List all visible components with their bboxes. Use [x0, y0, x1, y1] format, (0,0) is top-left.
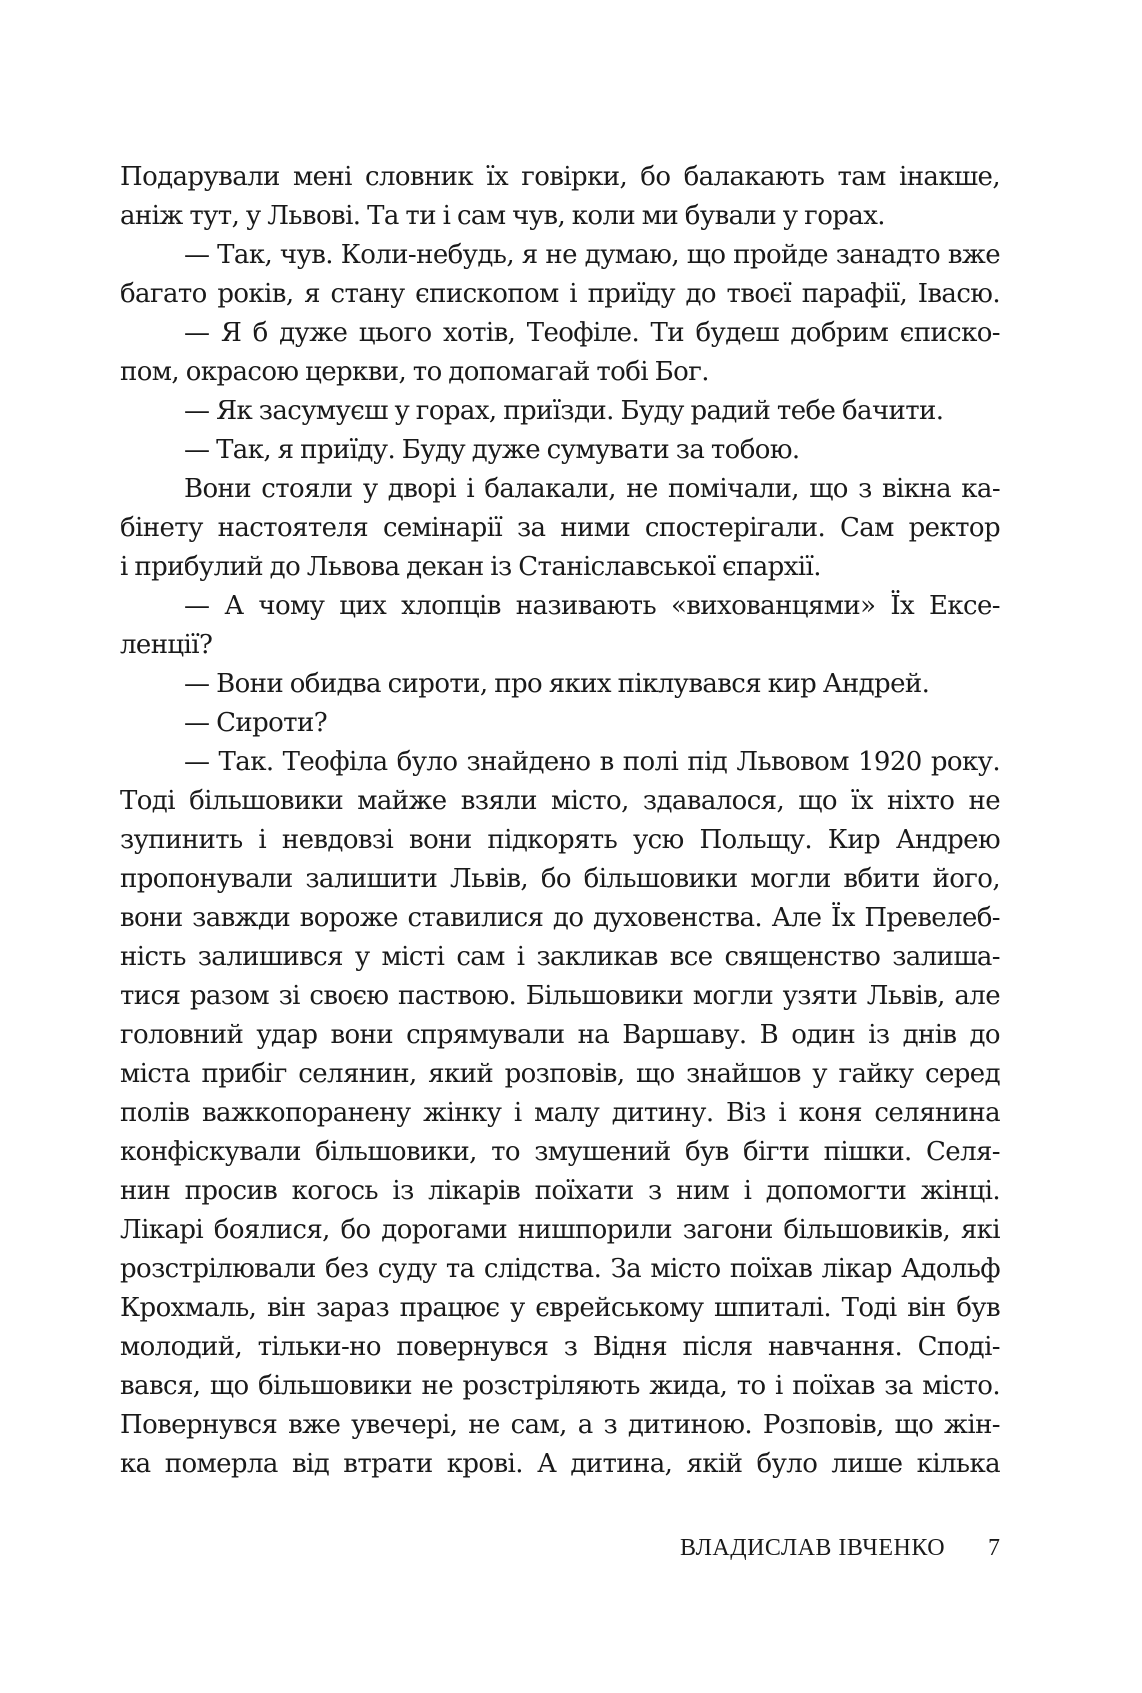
text-line: вався, що більшовики не розстріляють жида, то і поїхав за місто. [120, 1371, 1000, 1401]
text-line: ність залишився у місті сам і закликав все священство залиша- [120, 942, 1000, 972]
text-line: Тоді більшовики майже взяли місто, здавалося, що їх ніхто не [120, 786, 1000, 816]
text-line: полів важкопоранену жінку і малу дитину. Віз і коня селянина [120, 1098, 1000, 1128]
text-line: міста прибіг селянин, який розповів, що знайшов у гайку серед [120, 1059, 1000, 1089]
text-line: Лікарі боялися, бо дорогами нишпорили загони більшовиків, які [120, 1215, 1000, 1245]
text-line: і прибулий до Львова декан із Станіславської єпархії. [120, 552, 821, 582]
text-line: пропонували залишити Львів, бо більшовики могли вбити його, [120, 864, 1000, 894]
body-text [120, 158, 1000, 1484]
text-line: зупинить і невдовзі вони підкорять усю Польщу. Кир Андрею [120, 825, 1000, 855]
text-line: тися разом зі своєю паствою. Більшовики могли узяти Львів, але [120, 981, 1000, 1011]
text-line: Повернувся вже увечері, не сам, а з дитиною. Розповів, що жін- [120, 1410, 1000, 1440]
text-line: молодий, тільки-но повернувся з Відня після навчання. Споді- [120, 1332, 1000, 1362]
running-footer-author: ВЛАДИСЛАВ ІВЧЕНКО [680, 1535, 946, 1561]
text-line: розстрілювали без суду та слідства. За місто поїхав лікар Адольф [120, 1254, 1000, 1284]
text-line: — Так. Теофіла було знайдено в полі під Львовом 1920 року. [184, 747, 1000, 777]
text-line: багато років, я стану єпископом і приїду до твоєї парафії, Івасю. [120, 279, 1000, 309]
text-line: — Як засумуєш у горах, приїзди. Буду радий тебе бачити. [184, 396, 944, 426]
text-line: — Так, чув. Коли-небудь, я не думаю, що пройде занадто вже [184, 240, 1000, 270]
text-line: конфіскували більшовики, то змушений був бігти пішки. Селя- [120, 1137, 1000, 1167]
text-line: аніж тут, у Львові. Та ти і сам чув, коли ми бували у горах. [120, 201, 885, 231]
text-line: — Сироти? [184, 708, 328, 738]
text-line: пом, окрасою церкви, то допомагай тобі Бог. [120, 357, 709, 387]
page-number: 7 [988, 1535, 1000, 1561]
text-line: нин просив когось із лікарів поїхати з ним і допомогти жінці. [120, 1176, 1000, 1206]
text-line: ка померла від втрати крові. А дитина, якій було лише кілька [120, 1449, 1000, 1479]
text-line: ленції? [120, 630, 213, 660]
text-line: головний удар вони спрямували на Варшаву. В один із днів до [120, 1020, 1000, 1050]
text-line: — Вони обидва сироти, про яких піклувався кир Андрей. [184, 669, 930, 699]
text-line: Подарували мені словник їх говірки, бо балакають там інакше, [120, 162, 1000, 192]
text-line: — Я б дуже цього хотів, Теофіле. Ти будеш добрим єписко- [184, 318, 1000, 348]
text-line: бінету настоятеля семінарії за ними спостерігали. Сам ректор [120, 513, 1000, 543]
text-line: Вони стояли у дворі і балакали, не помічали, що з вікна ка- [184, 474, 1000, 504]
text-line: вони завжди вороже ставилися до духовенства. Але Їх Превелеб- [120, 903, 1000, 933]
text-line: Крохмаль, він зараз працює у єврейському шпиталі. Тоді він був [120, 1293, 1000, 1323]
text-line: — Так, я приїду. Буду дуже сумувати за тобою. [184, 435, 800, 465]
text-line: — А чому цих хлопців називають «вихованцями» Їх Ексе- [184, 591, 1000, 621]
